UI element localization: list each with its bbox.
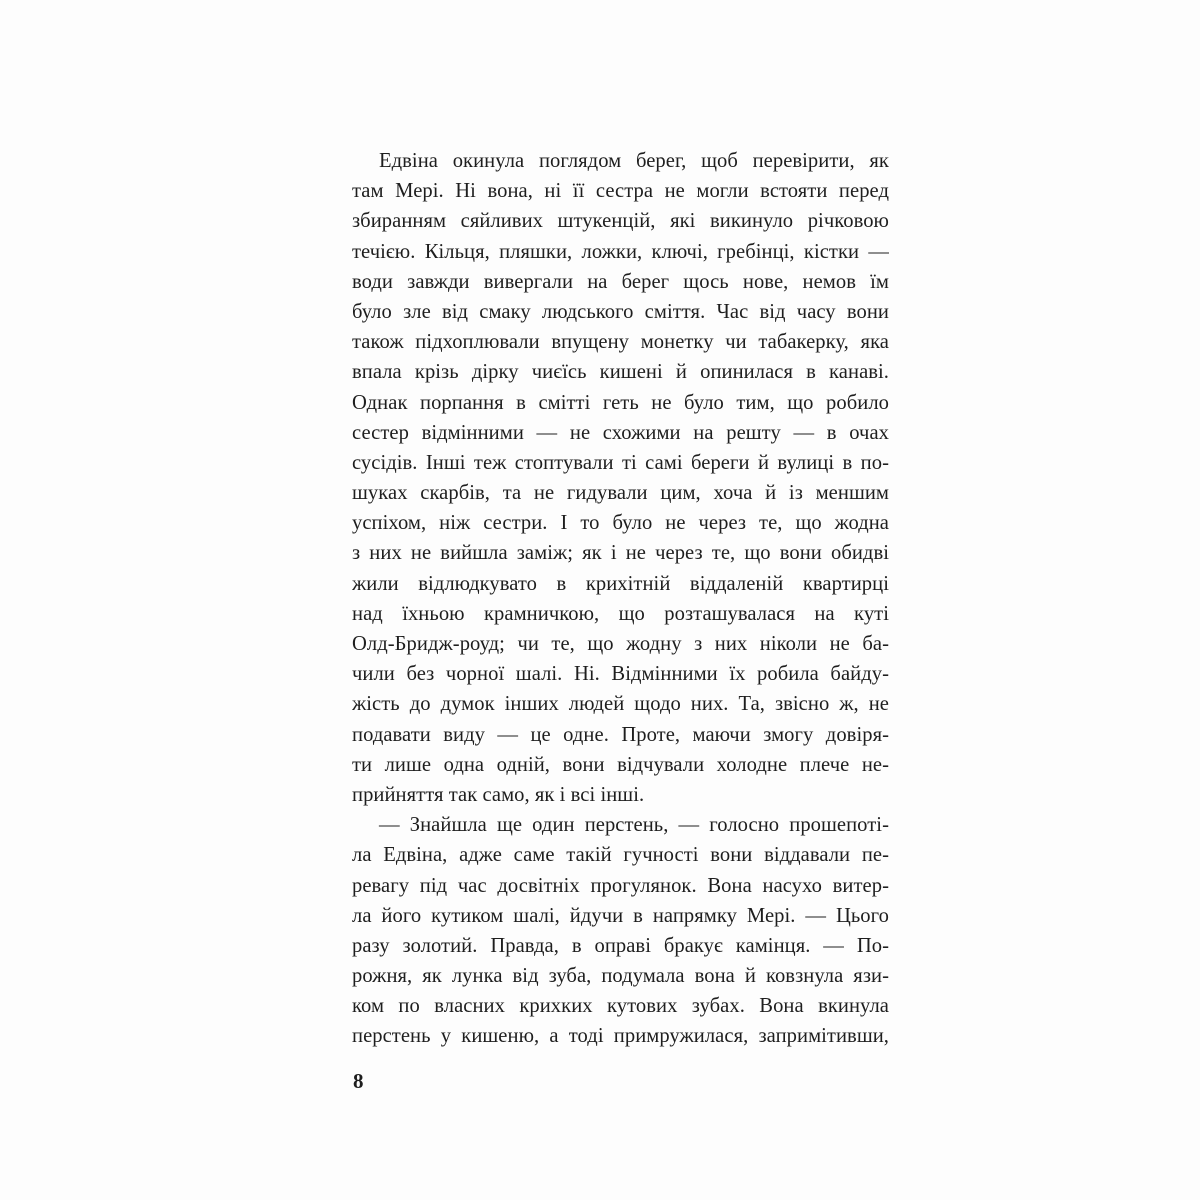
text-line: там Мері. Ні вона, ні її сестра не могли встояти перед [352, 180, 889, 203]
text-line: ком по власних крихких кутових зубах. Вона вкинула [352, 995, 889, 1018]
text-line: успіхом, ніж сестри. І то було не через те, що жодна [352, 512, 889, 535]
text-line: чили без чорної шалі. Ні. Відмінними їх робила байду- [352, 663, 889, 686]
text-line: сестер відмінними — не схожими на решту — в очах [352, 421, 889, 444]
text-line: впала крізь дірку чиєїсь кишені й опинилася в канаві. [352, 361, 889, 384]
text-line: жість до думок інших людей щодо них. Та, звісно ж, не [352, 693, 889, 716]
text-line: течією. Кільця, пляшки, ложки, ключі, гребінці, кістки — [352, 240, 889, 263]
text-line: разу золотий. Правда, в оправі бракує камінця. — По- [352, 934, 889, 957]
text-line: також підхоплювали впущену монетку чи табакерку, яка [352, 331, 889, 354]
text-line: — Знайшла ще один перстень, — голосно прошепоті- [379, 814, 889, 837]
text-line: Олд-Бридж-роуд; чи те, що жодну з них ніколи не ба- [352, 633, 889, 655]
text-line: ла Едвіна, адже саме такій гучності вони віддавали пе- [352, 844, 889, 867]
text-line: сусідів. Інші теж стоптували ті самі береги й вулиці в по- [352, 451, 889, 474]
text-line: ла його кутиком шалі, йдучи в напрямку Мері. — Цього [352, 904, 889, 927]
text-line: ревагу під час досвітніх прогулянок. Вона насухо витер- [352, 874, 889, 897]
page-number: 8 [353, 1069, 364, 1093]
text-line: прийняття так само, як і всі інші. [352, 783, 645, 806]
text-block [352, 146, 889, 1052]
text-line: збиранням сяйливих штукенцій, які викинуло річковою [352, 210, 889, 233]
text-line: перстень у кишеню, а тоді примружилася, запримітивши, [352, 1025, 889, 1048]
text-line: води завжди вивергали на берег щось нове, немов їм [352, 270, 889, 293]
text-line: над їхньою крамничкою, що розташувалася на куті [352, 602, 889, 625]
text-line: шуках скарбів, та не гидували цим, хоча й із меншим [352, 482, 889, 505]
text-line: рожня, як лунка від зуба, подумала вона й ковзнула язи- [352, 965, 889, 988]
text-line: було зле від смаку людського сміття. Час від часу вони [352, 300, 889, 323]
text-line: з них не вийшла заміж; як і не через те, що вони обидві [352, 542, 889, 565]
paragraph [352, 810, 889, 1052]
text-line: Едвіна окинула поглядом берег, щоб перевірити, як [379, 150, 889, 172]
text-line: жили відлюдкувато в крихітній віддаленій квартирці [352, 572, 889, 595]
text-line: подавати виду — це одне. Проте, маючи змогу довіря- [352, 723, 889, 746]
paragraph [352, 146, 889, 810]
text-line: ти лише одна одній, вони відчували холодне плече не- [352, 753, 889, 776]
text-line: Однак порпання в смітті геть не було тим, що робило [352, 391, 889, 414]
